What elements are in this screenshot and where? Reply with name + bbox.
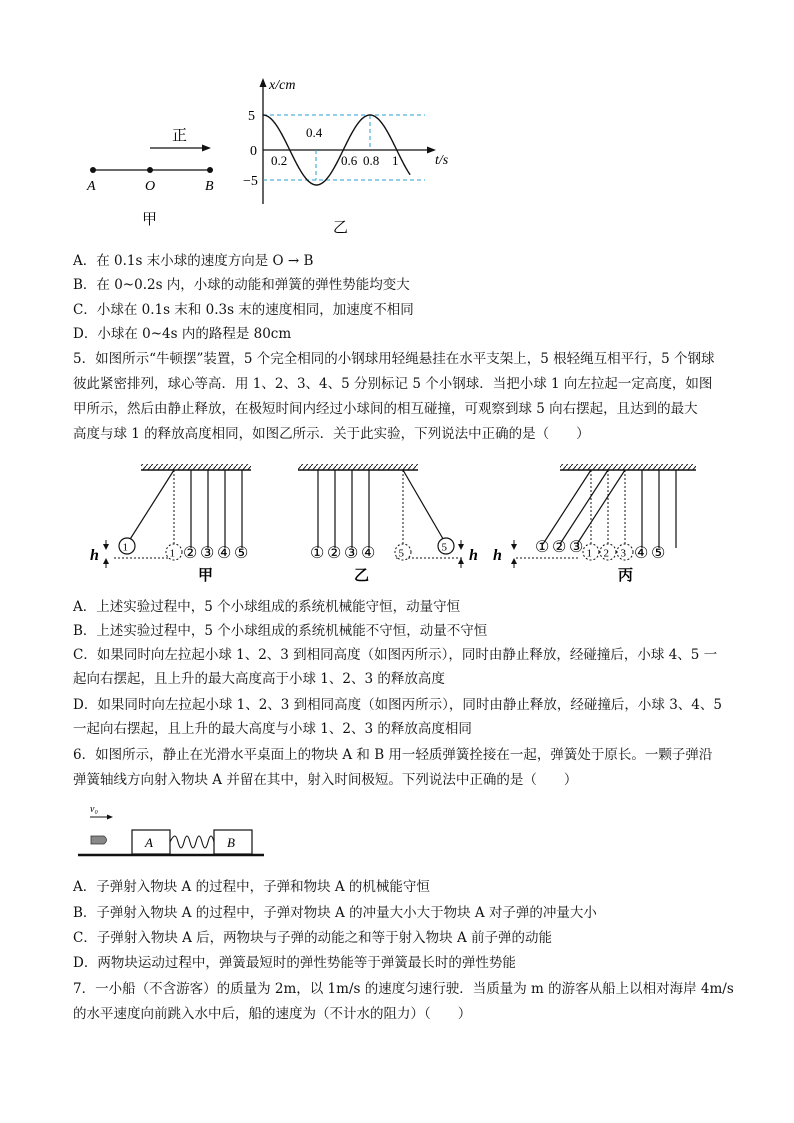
tick-5: 5 [248, 109, 255, 124]
arrow-head-icon [202, 145, 211, 152]
ball-1-raised: 1 [122, 541, 128, 554]
svg-text:②: ② [552, 539, 567, 556]
caption-yi-2: 乙 [354, 568, 370, 584]
q6-option-c: C．子弹射入物块 A 后，两物块与子弹的动能之和等于射入物块 A 前子弹的动能 [73, 930, 552, 946]
q4-option-a: A．在 0.1s 末小球的速度方向是 O → B [73, 253, 314, 269]
svg-text:B: B [227, 835, 235, 850]
point-o-label: O [145, 179, 156, 194]
ball-2: ② [183, 545, 198, 562]
spring-icon [170, 836, 214, 848]
q6-option-a: A．子弹射入物块 A 的过程中，子弹和物块 A 的机械能守恒 [73, 879, 430, 895]
q4-option-c: C．小球在 0.1s 末和 0.3s 末的速度相同，加速度不相同 [73, 302, 414, 318]
point-a-dot [90, 167, 96, 173]
ball-3: ③ [200, 545, 215, 562]
q5-option-a: A．上述实验过程中，5 个小球组成的系统机械能守恒，动量守恒 [73, 599, 461, 615]
figure-yi [243, 78, 449, 234]
height-label: h [90, 547, 99, 564]
q6-option-d: D．两物块运动过程中，弹簧最短时的弹性势能等于弹簧最长时的弹性势能 [73, 955, 516, 971]
cradle-yi [298, 464, 478, 584]
point-a-label: A [87, 179, 96, 194]
caption-bing: 丙 [618, 568, 634, 584]
caption-jia-2: 甲 [198, 568, 214, 584]
svg-text:①: ① [535, 539, 550, 556]
svg-text:2: 2 [603, 547, 609, 560]
axis-x-label: x/cm [269, 78, 296, 93]
cradle-bing [493, 464, 696, 584]
svg-text:A: A [145, 835, 153, 850]
axis-t-label: t/s [435, 153, 449, 168]
caption-jia: 甲 [142, 212, 158, 228]
bullet-spring-figure [74, 800, 274, 862]
q5-stem-line-3: 甲所示，然后由静止释放，在极短时间内经过小球间的相互碰撞，可观察到球 5 向右摆起，且达到的最大 [73, 401, 698, 417]
q4-option-b: B．在 0~0.2s 内，小球的动能和弹簧的弹性势能均变大 [73, 277, 410, 293]
ball-4: ④ [217, 545, 232, 562]
q5-stem-line-1: 5．如图所示“牛顿摆”装置，5 个完全相同的小钢球用轻绳悬挂在水平支架上，5 根轻绳互相平行，5 个钢球 [73, 351, 715, 367]
tick-0-6: 0.6 [341, 153, 358, 168]
point-o-dot [147, 167, 153, 173]
newtons-cradle-figure [86, 460, 706, 588]
svg-text:5: 5 [398, 547, 404, 560]
q5-option-b: B．上述实验过程中，5 个小球组成的系统机械能不守恒，动量不守恒 [73, 623, 488, 639]
tick-minus-5: −5 [243, 174, 258, 189]
svg-text:②: ② [327, 545, 342, 562]
svg-text:1: 1 [586, 547, 592, 560]
bullet-icon [91, 836, 107, 844]
svg-text:⑤: ⑤ [651, 545, 666, 562]
q7-stem-line-2: 的水平速度向前跳入水中后，船的速度为（不计水的阻力）（ ） [73, 1006, 472, 1022]
tick-1: 1 [392, 153, 399, 168]
svg-text:④: ④ [361, 545, 376, 562]
svg-text:①: ① [310, 545, 325, 562]
q6-stem-line-1: 6．如图所示，静止在光滑水平桌面上的物块 A 和 B 用一轻质弹簧拴接在一起，弹簧处于原长。一颗子弹沿 [73, 747, 713, 763]
oscillation-figure [80, 74, 480, 234]
q5-stem-line-4: 高度与球 1 的释放高度相同，如图乙所示．关于此实验，下列说法中正确的是（ ） [73, 426, 590, 442]
q5-option-c-line-1: C．如果同时向左拉起小球 1、2、3 到相同高度（如图丙所示），同时由静止释放，经碰撞后，小球 4、5 一 [73, 647, 718, 663]
tick-0-4: 0.4 [306, 125, 323, 140]
ball-5-raised: 5 [441, 541, 447, 554]
q7-stem-line-1: 7．一小船（不含游客）的质量为 2m，以 1m/s 的速度匀速行驶．当质量为 m 的游客从船上以相对海岸 4m/s [73, 981, 734, 997]
q5-option-c-line-2: 起向右摆起，且上升的最大高度高于小球 1、2、3 的释放高度 [73, 671, 445, 687]
q5-option-d-line-2: 一起向右摆起，且上升的最大高度与小球 1、2、3 的释放高度相同 [73, 721, 472, 737]
svg-text:④: ④ [634, 545, 649, 562]
cradle-jia [90, 464, 251, 584]
point-b-label: B [205, 179, 214, 194]
figure-jia [86, 127, 214, 228]
svg-text:③: ③ [569, 539, 584, 556]
caption-yi: 乙 [333, 220, 349, 234]
svg-text:3: 3 [620, 547, 626, 560]
point-b-dot [207, 167, 213, 173]
svg-text:h: h [493, 547, 502, 564]
tick-0: 0 [250, 144, 257, 159]
arrow-label: 正 [172, 128, 188, 144]
ball-5: ⑤ [234, 545, 249, 562]
q6-stem-line-2: 弹簧轴线方向射入物块 A 并留在其中，射入时间极短。下列说法中正确的是（ ） [73, 772, 578, 788]
v0-label: v₀ [90, 804, 98, 815]
q5-stem-line-2: 彼此紧密排列，球心等高．用 1、2、3、4、5 分别标记 5 个小钢球．当把小球 1 向左拉起一定高度，如图 [73, 376, 713, 392]
svg-text:1: 1 [169, 547, 175, 560]
svg-text:③: ③ [344, 545, 359, 562]
q4-option-d: D．小球在 0~4s 内的路程是 80cm [73, 326, 292, 342]
tick-0-2: 0.2 [271, 153, 288, 168]
svg-text:h: h [469, 547, 478, 564]
q5-option-d-line-1: D．如果同时向左拉起小球 1、2、3 到相同高度（如图丙所示），同时由静止释放，经碰撞后，小球 3、4、5 [73, 697, 722, 713]
q6-option-b: B．子弹射入物块 A 的过程中，子弹对物块 A 的冲量大小大于物块 A 对子弹的冲量大小 [73, 905, 597, 921]
tick-0-8: 0.8 [363, 153, 380, 168]
